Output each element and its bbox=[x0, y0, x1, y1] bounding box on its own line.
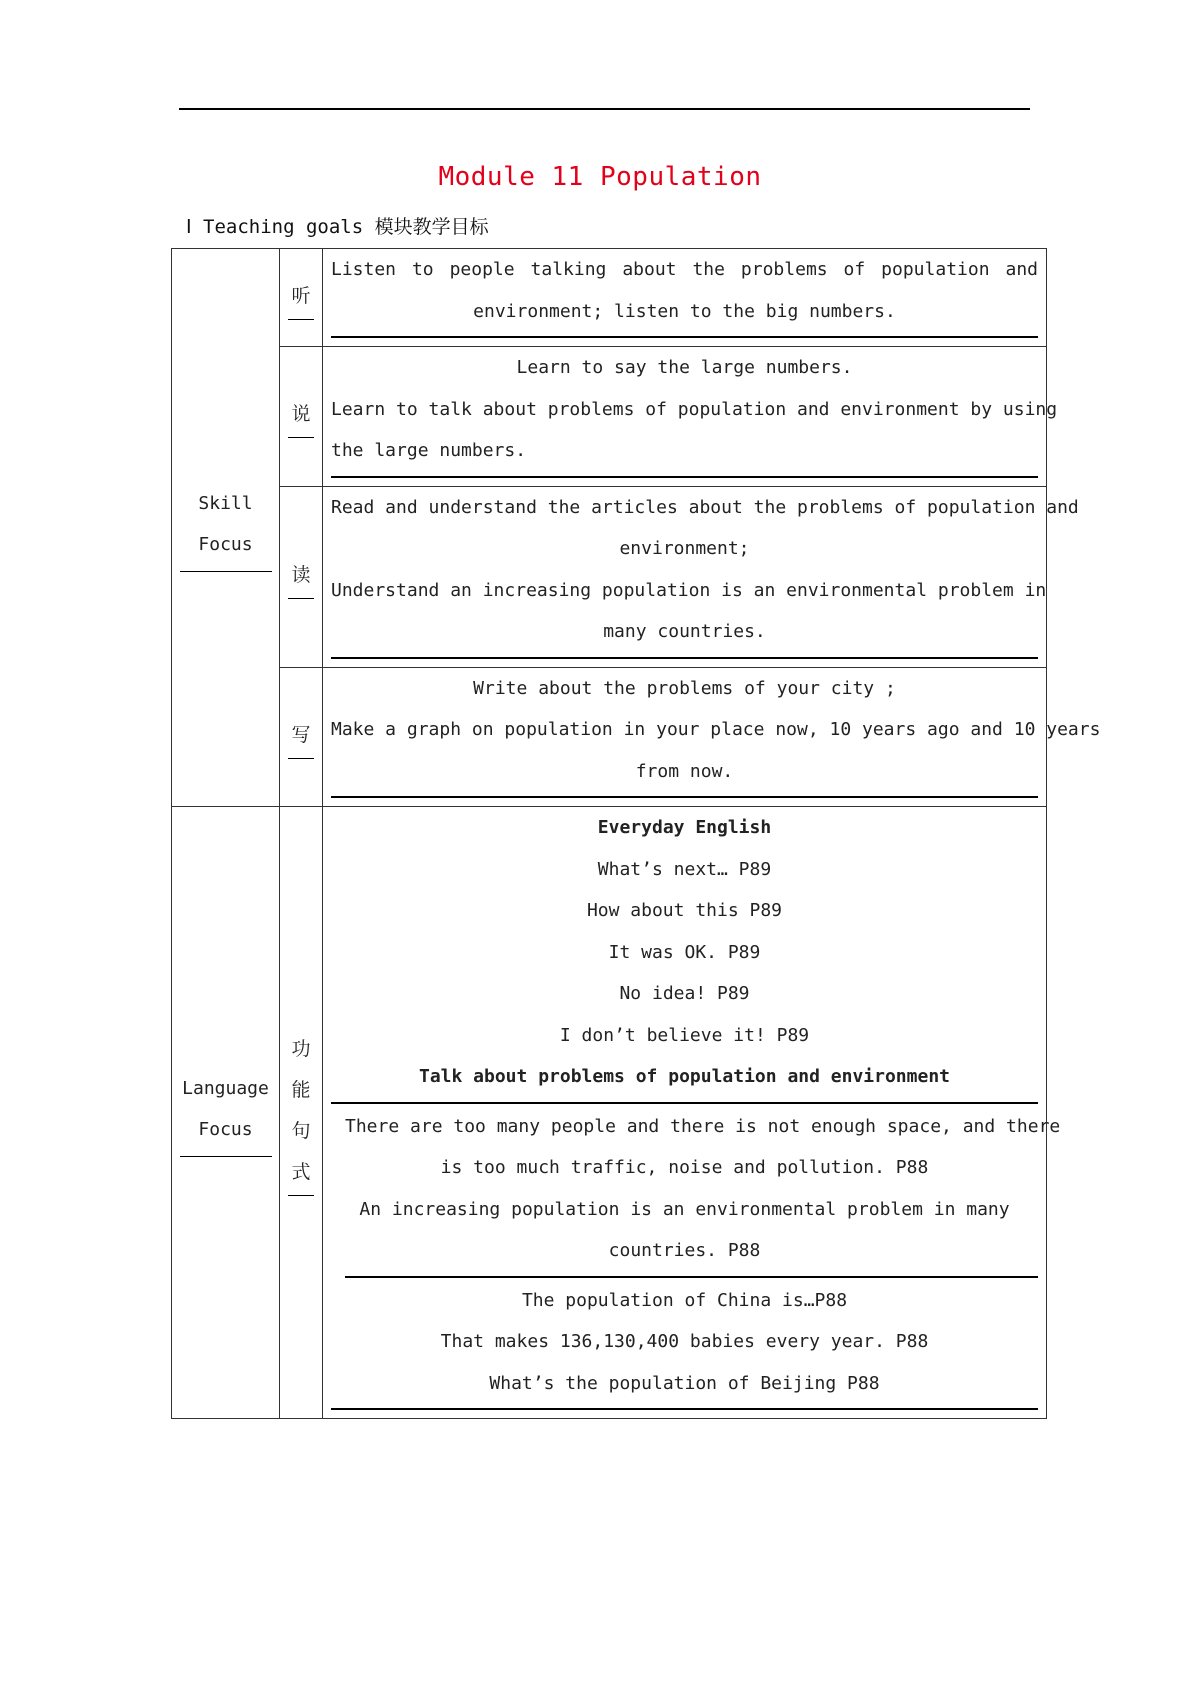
language-focus-content bbox=[323, 807, 1061, 1419]
numbers-line: The population of China is…P88 bbox=[521, 1289, 848, 1311]
cell-underline bbox=[331, 1408, 1038, 1410]
skill-cell-reading bbox=[280, 486, 323, 667]
numbers-line: What’s the population of Beijing P88 bbox=[489, 1372, 880, 1394]
function-char-1: 功 bbox=[291, 1038, 311, 1060]
reading-line-1: Read and understand the articles about the problems of population and bbox=[331, 496, 1079, 518]
everyday-english-item: It was OK. P89 bbox=[608, 941, 761, 963]
writing-line-1: Write about the problems of your city ; bbox=[473, 677, 896, 699]
skill-focus-label-line1: Skill bbox=[198, 493, 253, 514]
function-sentences-label bbox=[288, 1029, 314, 1196]
header-rule bbox=[179, 108, 1030, 110]
skill-cell-writing bbox=[280, 667, 323, 807]
language-focus-label-line2: Focus bbox=[198, 1119, 253, 1140]
skill-content-listening bbox=[323, 249, 1047, 347]
talk-about-line: is too much traffic, noise and pollution. P88 bbox=[440, 1157, 929, 1178]
cell-underline bbox=[331, 476, 1038, 478]
skill-char-listening: 听 bbox=[288, 276, 314, 320]
skill-content-writing bbox=[323, 667, 1101, 807]
talk-about-line: There are too many people and there is not enough space, and there bbox=[345, 1115, 1061, 1137]
numbers-block bbox=[331, 1280, 1038, 1411]
reading-line-3: Understand an increasing population is an environmental problem in bbox=[331, 579, 1047, 601]
document-title: Module 11 Population bbox=[438, 162, 762, 192]
speaking-line-3: the large numbers. bbox=[331, 440, 527, 461]
skill-char-reading: 读 bbox=[288, 555, 314, 599]
numbers-line: That makes 136,130,400 babies every year. P88 bbox=[440, 1331, 929, 1352]
function-char-4: 式 bbox=[291, 1161, 311, 1183]
cell-underline bbox=[331, 796, 1038, 798]
writing-line-2: Make a graph on population in your place now, 10 years ago and 10 years bbox=[331, 719, 1101, 740]
skill-content-reading bbox=[323, 486, 1079, 667]
function-char-3: 句 bbox=[291, 1120, 311, 1142]
skill-char-writing: 写 bbox=[288, 715, 314, 759]
listening-line-1: Listen to people talking about the problems of population and bbox=[331, 259, 1038, 280]
language-focus-label-line1: Language bbox=[182, 1078, 269, 1099]
skill-focus-label bbox=[180, 483, 272, 572]
function-sentences-cell bbox=[280, 807, 323, 1419]
skill-cell-listening bbox=[280, 249, 323, 347]
talk-about-heading: Talk about problems of population and environment bbox=[418, 1066, 950, 1087]
skill-focus-label-line2: Focus bbox=[198, 534, 253, 555]
skill-focus-cell bbox=[172, 249, 280, 807]
section-heading-teaching-goals: Ⅰ Teaching goals 模块教学目标 bbox=[186, 216, 489, 238]
skill-row-writing bbox=[172, 667, 1047, 807]
skill-row-speaking bbox=[172, 347, 1047, 487]
everyday-english-item: I don’t believe it! P89 bbox=[559, 1024, 810, 1046]
cell-underline bbox=[331, 336, 1038, 338]
everyday-english-item: No idea! P89 bbox=[619, 983, 750, 1004]
teaching-goals-table bbox=[171, 248, 1101, 1419]
reading-line-4: many countries. bbox=[603, 621, 766, 642]
speaking-line-1: Learn to say the large numbers. bbox=[516, 357, 853, 378]
skill-row-listening bbox=[172, 249, 1047, 347]
language-focus-cell bbox=[172, 807, 280, 1419]
reading-line-2: environment; bbox=[619, 538, 750, 559]
speaking-line-2: Learn to talk about problems of population and environment by using bbox=[331, 398, 1058, 420]
talk-about-block bbox=[331, 1106, 1061, 1278]
skill-row-reading bbox=[172, 486, 1047, 667]
listening-line-2: environment; listen to the big numbers. bbox=[473, 300, 896, 322]
block-divider bbox=[345, 1276, 1038, 1278]
talk-about-line: countries. P88 bbox=[608, 1240, 761, 1261]
language-focus-label bbox=[180, 1068, 272, 1157]
cell-underline bbox=[331, 657, 1038, 659]
everyday-english-item: What’s next… P89 bbox=[597, 858, 772, 880]
everyday-english-heading: Everyday English bbox=[597, 817, 772, 838]
skill-content-speaking bbox=[323, 347, 1058, 487]
talk-about-line: An increasing population is an environmental problem in many bbox=[359, 1198, 1010, 1220]
skill-char-speaking: 说 bbox=[288, 394, 314, 438]
skill-cell-speaking bbox=[280, 347, 323, 487]
everyday-english-block bbox=[331, 807, 1038, 1104]
block-divider bbox=[331, 1102, 1038, 1104]
language-focus-row bbox=[172, 807, 1047, 1419]
function-char-2: 能 bbox=[291, 1079, 311, 1101]
writing-line-3: from now. bbox=[635, 760, 734, 782]
everyday-english-item: How about this P89 bbox=[586, 900, 783, 921]
